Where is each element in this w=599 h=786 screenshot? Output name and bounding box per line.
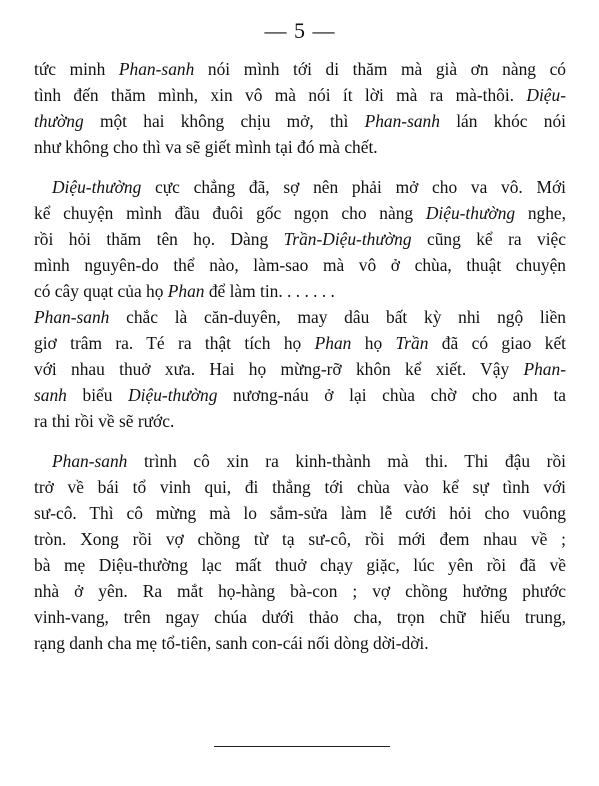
text-line: thường một hai không chịu mở, thì Phan-sanh lán khóc nói	[34, 111, 566, 131]
text-line: sanh biểu Diệu-thường nương-náu ở lại chùa chờ cho anh ta	[34, 385, 566, 405]
body-text	[34, 56, 566, 656]
text-line: có cây quạt của họ Phan để làm tin. . . . . . .	[34, 281, 335, 301]
text-line: kể chuyện mình đầu đuôi gốc ngọn cho nàng Diệu-thường nghe,	[34, 203, 566, 223]
text-line: sư-cô. Thì cô mừng mà lo sắm-sửa làm lễ cưới hỏi cho vuông	[34, 503, 566, 523]
paragraph	[34, 174, 566, 304]
paragraph	[34, 304, 566, 434]
paragraph	[34, 56, 566, 160]
text-line: nhà ở yên. Ra mắt họ-hàng bà-con ; vợ chồng hưởng phước	[34, 581, 566, 601]
text-line: bà mẹ Diệu-thường lạc mất thuở chạy giặc, lúc yên rồi đã về	[34, 555, 566, 575]
text-line: mình nguyên-do thể nào, làm-sao mà vô ở chùa, thuật chuyện	[34, 255, 566, 275]
text-line: giơ trâm ra. Té ra thật tích họ Phan họ Trần đã có giao kết	[34, 333, 566, 353]
text-line: Phan-sanh chắc là căn-duyên, may dâu bất kỳ nhi ngộ liền	[34, 307, 566, 327]
text-line: vinh-vang, trên ngay chúa dưới thảo cha, trọn chữ hiếu trung,	[34, 607, 566, 627]
paragraph-gap	[34, 434, 566, 448]
text-line: ra thi rồi về sẽ rước.	[34, 411, 175, 431]
paragraph-gap	[34, 160, 566, 174]
text-line: tròn. Xong rồi vợ chồng từ tạ sư-cô, rồi mới đem nhau về ;	[34, 529, 566, 549]
text-line: với nhau thuở xưa. Hai họ mừng-rỡ khôn kể xiết. Vậy Phan-	[34, 359, 566, 379]
text-line: tình đến thăm mình, xin vô mà nói ít lời mà ra mà-thôi. Diệu-	[34, 85, 566, 105]
end-rule	[214, 746, 390, 747]
text-line: rồi hỏi thăm tên họ. Dàng Trần-Diệu-thường cũng kể ra việc	[34, 229, 566, 249]
text-line: Diệu-thường cực chẳng đã, sợ nên phải mở cho va vô. Mới	[52, 177, 566, 197]
text-line: Phan-sanh trình cô xin ra kinh-thành mà thi. Thi đậu rồi	[52, 451, 566, 471]
text-line: trở về bái tổ vinh qui, đi thẳng tới chùa vào kể sự tình với	[34, 477, 566, 497]
paragraph	[34, 448, 566, 656]
document-page	[34, 18, 566, 656]
text-line: tức minh Phan-sanh nói mình tới di thăm mà già ơn nàng có	[34, 59, 566, 79]
text-line: rạng danh cha mẹ tổ-tiên, sanh con-cái nối dòng dời-dời.	[34, 633, 429, 653]
text-line: như không cho thì va sẽ giết mình tại đó mà chết.	[34, 137, 378, 157]
page-number: — 5 —	[264, 18, 336, 43]
